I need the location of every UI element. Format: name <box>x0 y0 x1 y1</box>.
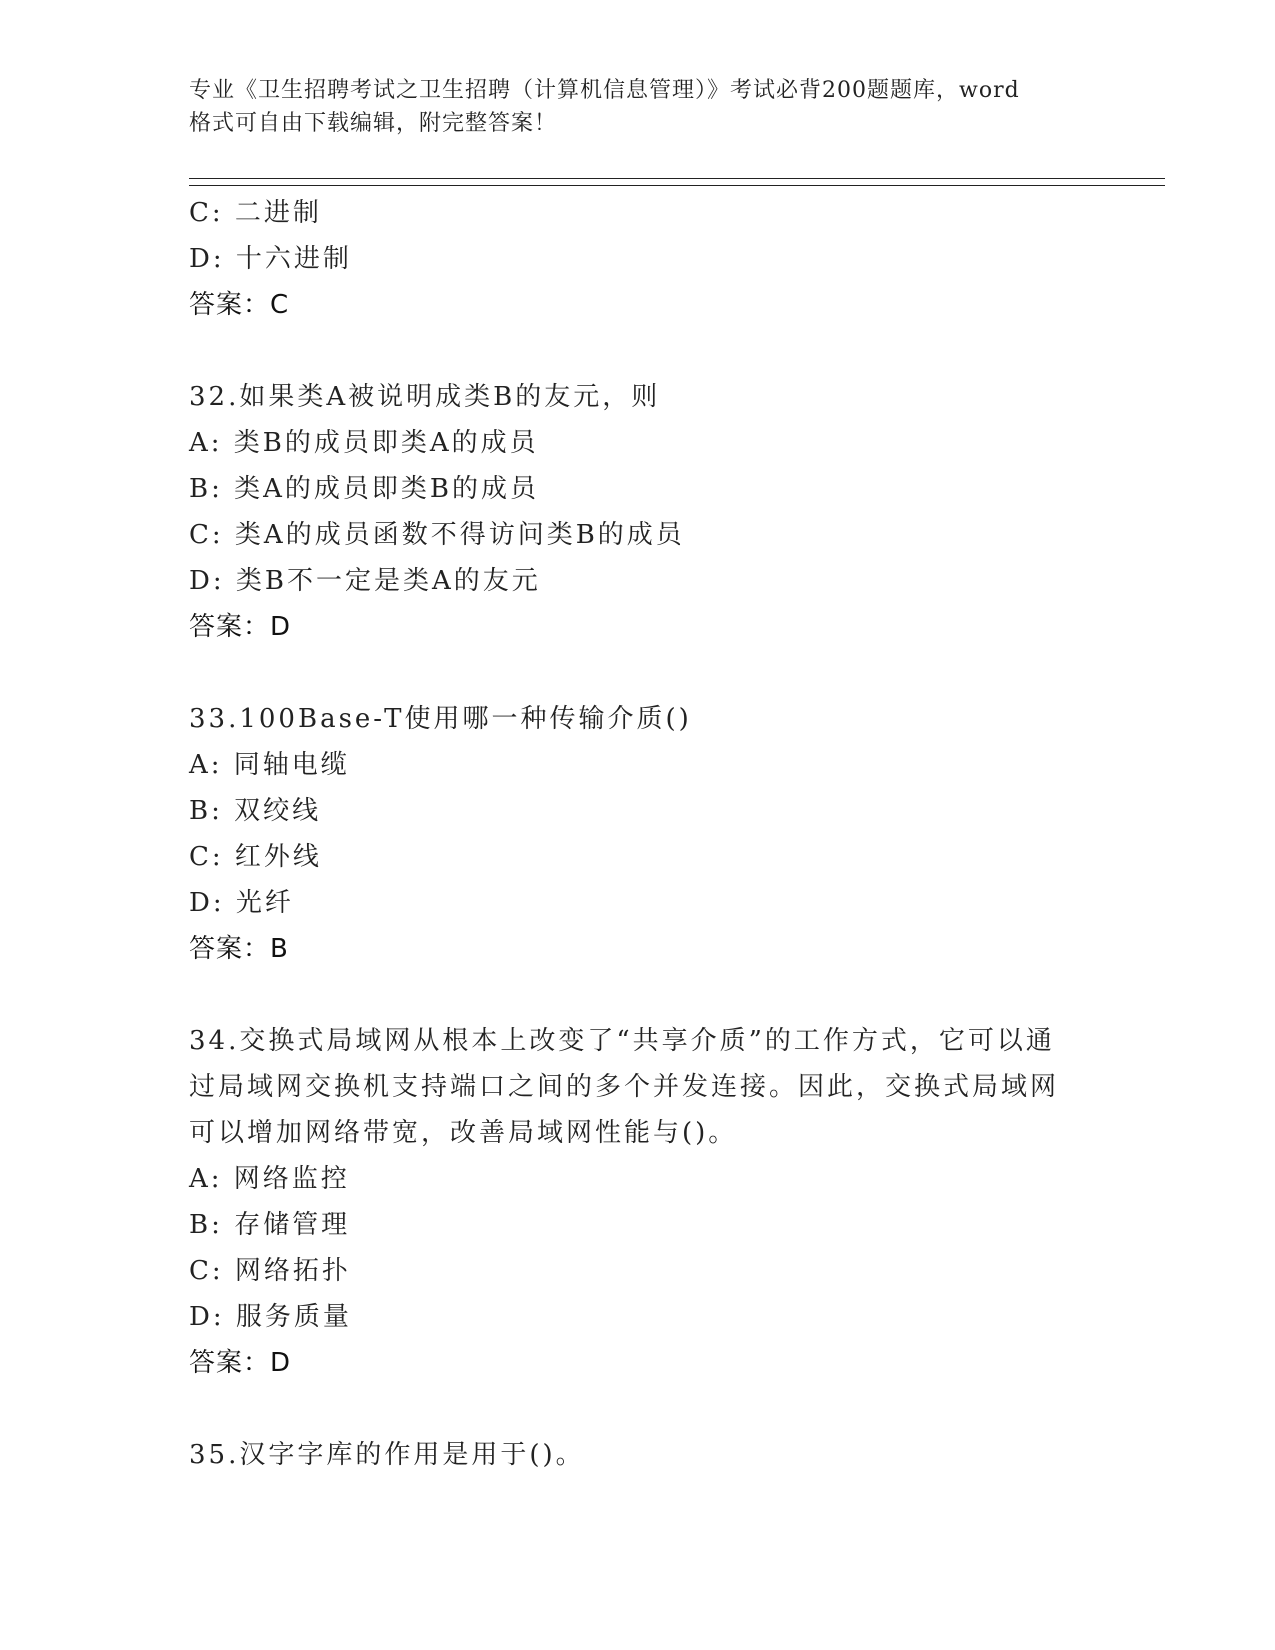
header-line-1: 专业《卫生招聘考试之卫生招聘（计算机信息管理）》考试必背200题题库，word <box>189 78 1020 103</box>
question-block-34 <box>189 1018 1089 1386</box>
question-block-32 <box>189 374 1089 650</box>
option-c: C: 红外线 <box>189 842 322 872</box>
answer: 答案：C <box>189 290 290 320</box>
option-a: A: 类B的成员即类A的成员 <box>189 428 539 458</box>
question-stem: 32.如果类A被说明成类B的友元，则 <box>189 382 661 412</box>
spacer <box>189 650 1089 696</box>
option-d: D: 十六进制 <box>189 244 352 274</box>
question-stem: 33.100Base-T使用哪一种传输介质() <box>189 704 692 734</box>
option-c: C: 网络拓扑 <box>189 1256 351 1286</box>
answer: 答案：B <box>189 934 289 964</box>
header-divider-top <box>189 178 1165 179</box>
question-block-35 <box>189 1432 1089 1478</box>
question-block-33 <box>189 696 1089 972</box>
option-d: D: 光纤 <box>189 888 294 918</box>
spacer <box>189 1386 1089 1432</box>
option-b: B: 存储管理 <box>189 1210 351 1240</box>
option-b: B: 类A的成员即类B的成员 <box>189 474 540 504</box>
question-stem: 34.交换式局域网从根本上改变了“共享介质”的工作方式，它可以通过局域网交换机支持端口之间的多个并发连接。因此，交换式局域网可以增加网络带宽，改善局域网性能与()。 <box>189 1026 1060 1148</box>
question-list <box>189 190 1089 1478</box>
header-divider-bottom <box>189 185 1165 186</box>
document-header <box>189 74 1109 140</box>
answer: 答案：D <box>189 612 292 642</box>
option-d: D: 服务质量 <box>189 1302 352 1332</box>
option-b: B: 双绞线 <box>189 796 322 826</box>
spacer <box>189 328 1089 374</box>
answer: 答案：D <box>189 1348 292 1378</box>
option-c: C: 二进制 <box>189 198 322 228</box>
option-a: A: 网络监控 <box>189 1164 350 1194</box>
option-c: C: 类A的成员函数不得访问类B的成员 <box>189 520 685 550</box>
header-line-2: 格式可自由下载编辑，附完整答案！ <box>189 111 558 136</box>
option-a: A: 同轴电缆 <box>189 750 350 780</box>
spacer <box>189 972 1089 1018</box>
question-stem: 35.汉字字库的作用是用于()。 <box>189 1440 585 1470</box>
question-block-partial <box>189 190 1089 328</box>
option-d: D: 类B不一定是类A的友元 <box>189 566 541 596</box>
